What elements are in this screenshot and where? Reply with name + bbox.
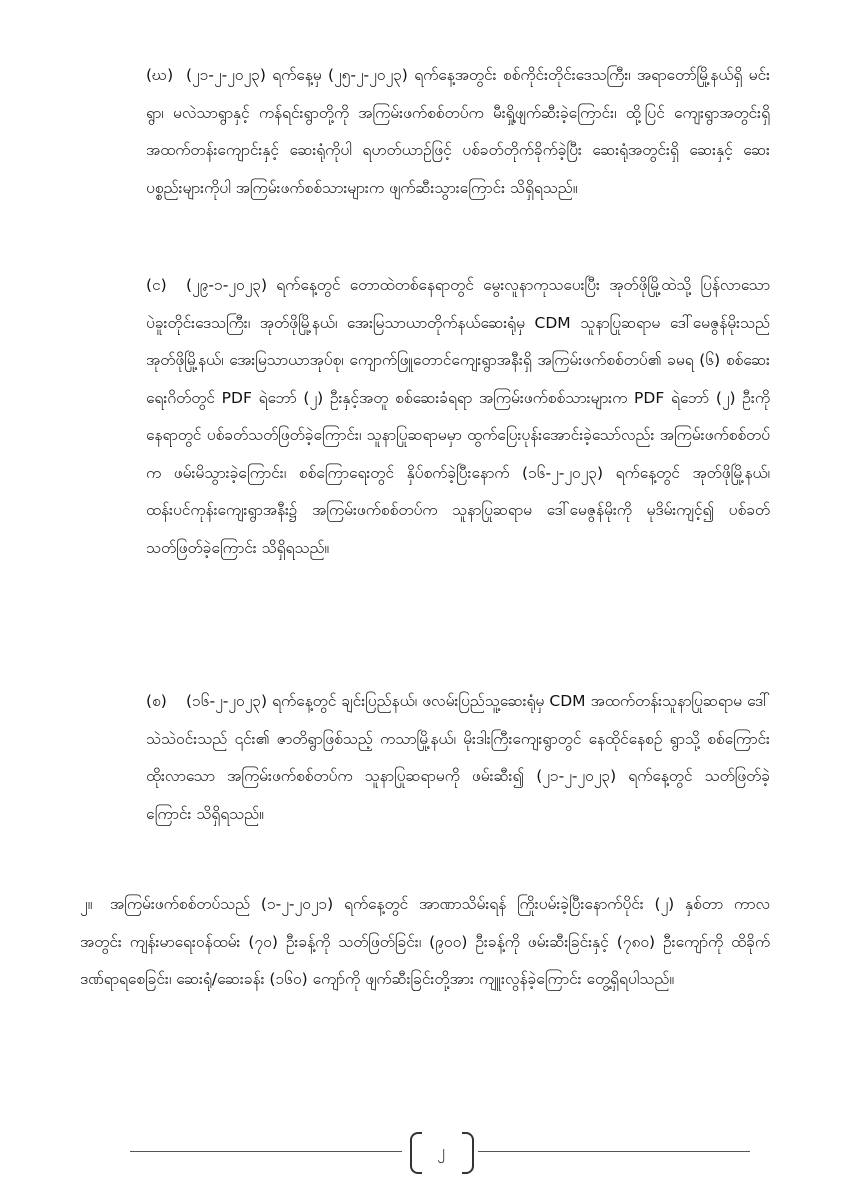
paragraph-nga bbox=[146, 267, 770, 567]
paragraph-text: (၂၁-၂-၂၀၂၃) ရက်နေ့မှ (၂၅-၂-၂၀၂၃) ရက်နေ့အတွင်း စစ်ကိုင်းတိုင်းဒေသကြီး၊ အရာတော်မြို့နယ်ရှိ မင်းရွာ၊ မလဲသာရွာနှင့် ကန်ရင်းရွာတို့ကို အကြမ်းဖက်စစ်တပ်က မီးရှို့ဖျက်ဆီးခဲ့ကြောင်း၊ ထို့ပြင် ကျေးရွာအတွင်းရှိ အထက်တန်းကျောင်းနှင့် ဆေးရုံကိုပါ ရဟတ်ယာဉ်ဖြင့် ပစ်ခတ်တိုက်ခိုက်ခဲ့ပြီး ဆေးရုံအတွင်းရှိ ဆေးနှင့် ဆေးပစ္စည်းများကိုပါ အကြမ်းဖက်စစ်သားများက ဖျက်ဆီးသွားကြောင်း သိရှိရသည်။ bbox=[146, 66, 770, 197]
paragraph-text: အကြမ်းဖက်စစ်တပ်သည် (၁-၂-၂၀၂၁) ရက်နေ့တွင် အာဏာသိမ်းရန် ကြိုးပမ်းခဲ့ပြီးနောက်ပိုင်း (၂) နှစ်တာ ကာလအတွင်း ကျန်းမာရေးဝန်ထမ်း (၇၀) ဦးခန့်ကို သတ်ဖြတ်ခြင်း၊ (၉၀၀) ဦးခန့်ကို ဖမ်းဆီးခြင်းနှင့် (၇၈၀) ဦးကျော်ကို ထိခိုက်ဒဏ်ရာရစေခြင်း၊ ဆေးရုံ/ဆေးခန်း (၁၆၀) ကျော်ကို ဖျက်ဆီးခြင်းတို့အား ကျူးလွန်ခဲ့ကြောင်း တွေ့ရှိရပါသည်။ bbox=[80, 895, 770, 988]
paragraph-2 bbox=[80, 886, 770, 999]
item-number: (စ) bbox=[146, 692, 167, 710]
item-number: (င) bbox=[146, 276, 167, 294]
page-number: ၂ bbox=[437, 1141, 445, 1160]
footer-rule-right bbox=[478, 1151, 750, 1152]
paragraph-sa bbox=[146, 683, 770, 833]
paragraph-gha bbox=[146, 57, 770, 207]
page-footer bbox=[130, 1132, 750, 1172]
item-number: ၂။ bbox=[80, 895, 93, 913]
footer-rule-left bbox=[130, 1151, 402, 1152]
footer-brace-close bbox=[462, 1132, 474, 1174]
item-number: (ဃ) bbox=[146, 66, 174, 84]
paragraph-text: (၂၉-၁-၂၀၂၃) ရက်နေ့တွင် တောထဲတစ်နေရာတွင် မွေးလူနာကုသပေးပြီး အုတ်ဖိုမြို့ထဲသို့ ပြန်လာသော ပဲခူးတိုင်းဒေသကြီး၊ အုတ်ဖိုမြို့နယ်၊ အေးမြသာယာတိုက်နယ်ဆေးရုံမှ CDM သူနာပြုဆရာမ ဒေါ်မေဇွန်မိုးသည် အုတ်ဖိုမြို့နယ်၊ အေးမြသာယာအုပ်စု၊ ကျောက်ဖြူတောင်ကျေးရွာအနီးရှိ အကြမ်းဖက်စစ်တပ်၏ ခမရ (၆) စစ်ဆေးရေးဂိတ်တွင် PDF ရဲဘော် (၂) ဦးနှင့်အတူ စစ်ဆေးခံရရာ အကြမ်းဖက်စစ်သားများက PDF ရဲဘော် (၂) ဦးကို နေရာတွင် ပစ်ခတ်သတ်ဖြတ်ခဲ့ကြောင်း၊ သူနာပြုဆရာမမှာ ထွက်ပြေးပုန်းအောင်းခဲ့သော်လည်း အကြမ်းဖက်စစ်တပ်က ဖမ်းမိသွားခဲ့ကြောင်း၊ စစ်ကြောရေးတွင် နှိပ်စက်ခဲ့ပြီးနောက် (၁၆-၂-၂၀၂၃) ရက်နေ့တွင် အုတ်ဖိုမြို့နယ်၊ ထန်းပင်ကုန်းကျေးရွာအနီး၌ အကြမ်းဖက်စစ်တပ်က သူနာပြုဆရာမ ဒေါ်မေဇွန်မိုးကို မုဒိမ်းကျင့်၍ ပစ်ခတ်သတ်ဖြတ်ခဲ့ကြောင်း သိရှိရသည်။ bbox=[146, 276, 770, 557]
paragraph-text: (၁၆-၂-၂၀၂၃) ရက်နေ့တွင် ချင်းပြည်နယ်၊ ဖလမ်းပြည်သူ့ဆေးရုံမှ CDM အထက်တန်းသူနာပြုဆရာမ ဒေါ်သဲသဲဝင်းသည် ၎င်း၏ ဇာတိရွာဖြစ်သည့် ကသာမြို့နယ်၊ မိုးဒါးကြီးကျေးရွာတွင် နေထိုင်နေစဉ် ရွာသို့ စစ်ကြောင်းထိုးလာသော အကြမ်းဖက်စစ်တပ်က သူနာပြုဆရာမကို ဖမ်းဆီး၍ (၂၁-၂-၂၀၂၃) ရက်နေ့တွင် သတ်ဖြတ်ခဲ့ကြောင်း သိရှိရသည်။ bbox=[146, 692, 770, 823]
